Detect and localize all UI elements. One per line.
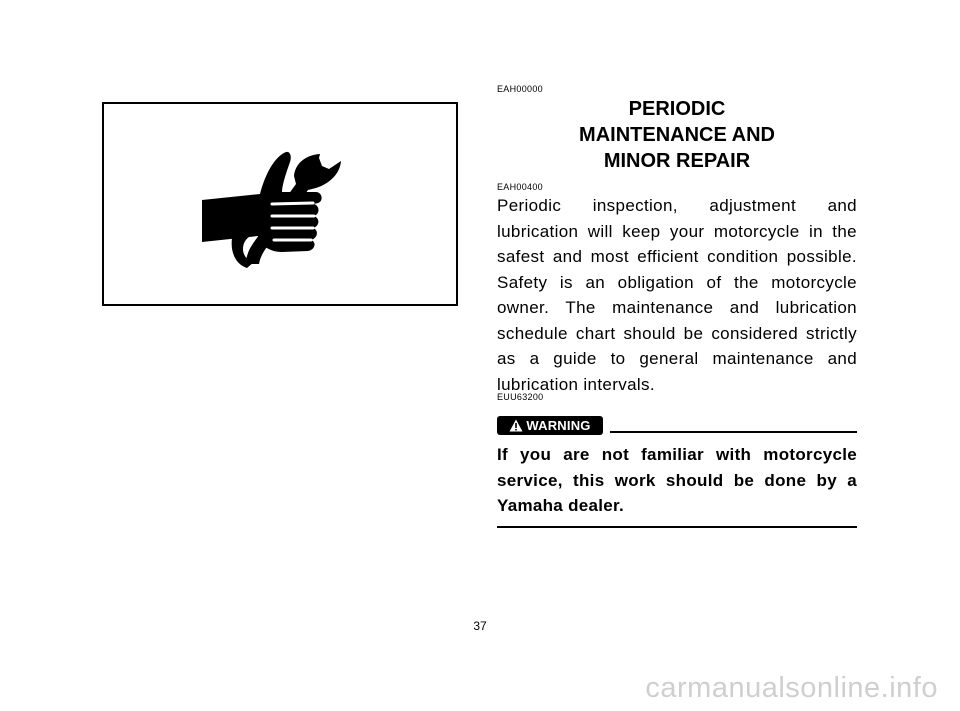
hand-holding-wrench-icon [202,146,352,270]
watermark: carmanualsonline.info [645,672,938,704]
maintenance-illustration [102,102,458,306]
title-line: MAINTENANCE AND [579,124,775,146]
warning-triangle-icon [509,419,523,432]
warning-badge [497,416,603,435]
title-line: PERIODIC [628,98,726,120]
page-title [497,96,857,174]
body-paragraph: Periodic inspection, adjustment and lubrication will keep your motorcycle in the safest and most efficient condition possible. Safety is an obligation of the motorcycle owner. The maintenance and lubrication schedule chart should be considered strictly as a guide to general maintenance and lubrication intervals. [497,196,857,394]
warning-bottom-rule [497,526,857,528]
warning-top-rule [610,431,857,433]
section-code: EAH00000 [497,84,543,94]
page-number: 37 [473,619,487,633]
title-line: MINOR REPAIR [603,150,751,172]
section-code: EAH00400 [497,182,543,192]
warning-text: If you are not familiar with motorcycle service, this work should be done by a Yamaha dealer. [497,445,857,515]
section-code: EUU63200 [497,392,544,402]
warning-label: WARNING [526,418,591,433]
